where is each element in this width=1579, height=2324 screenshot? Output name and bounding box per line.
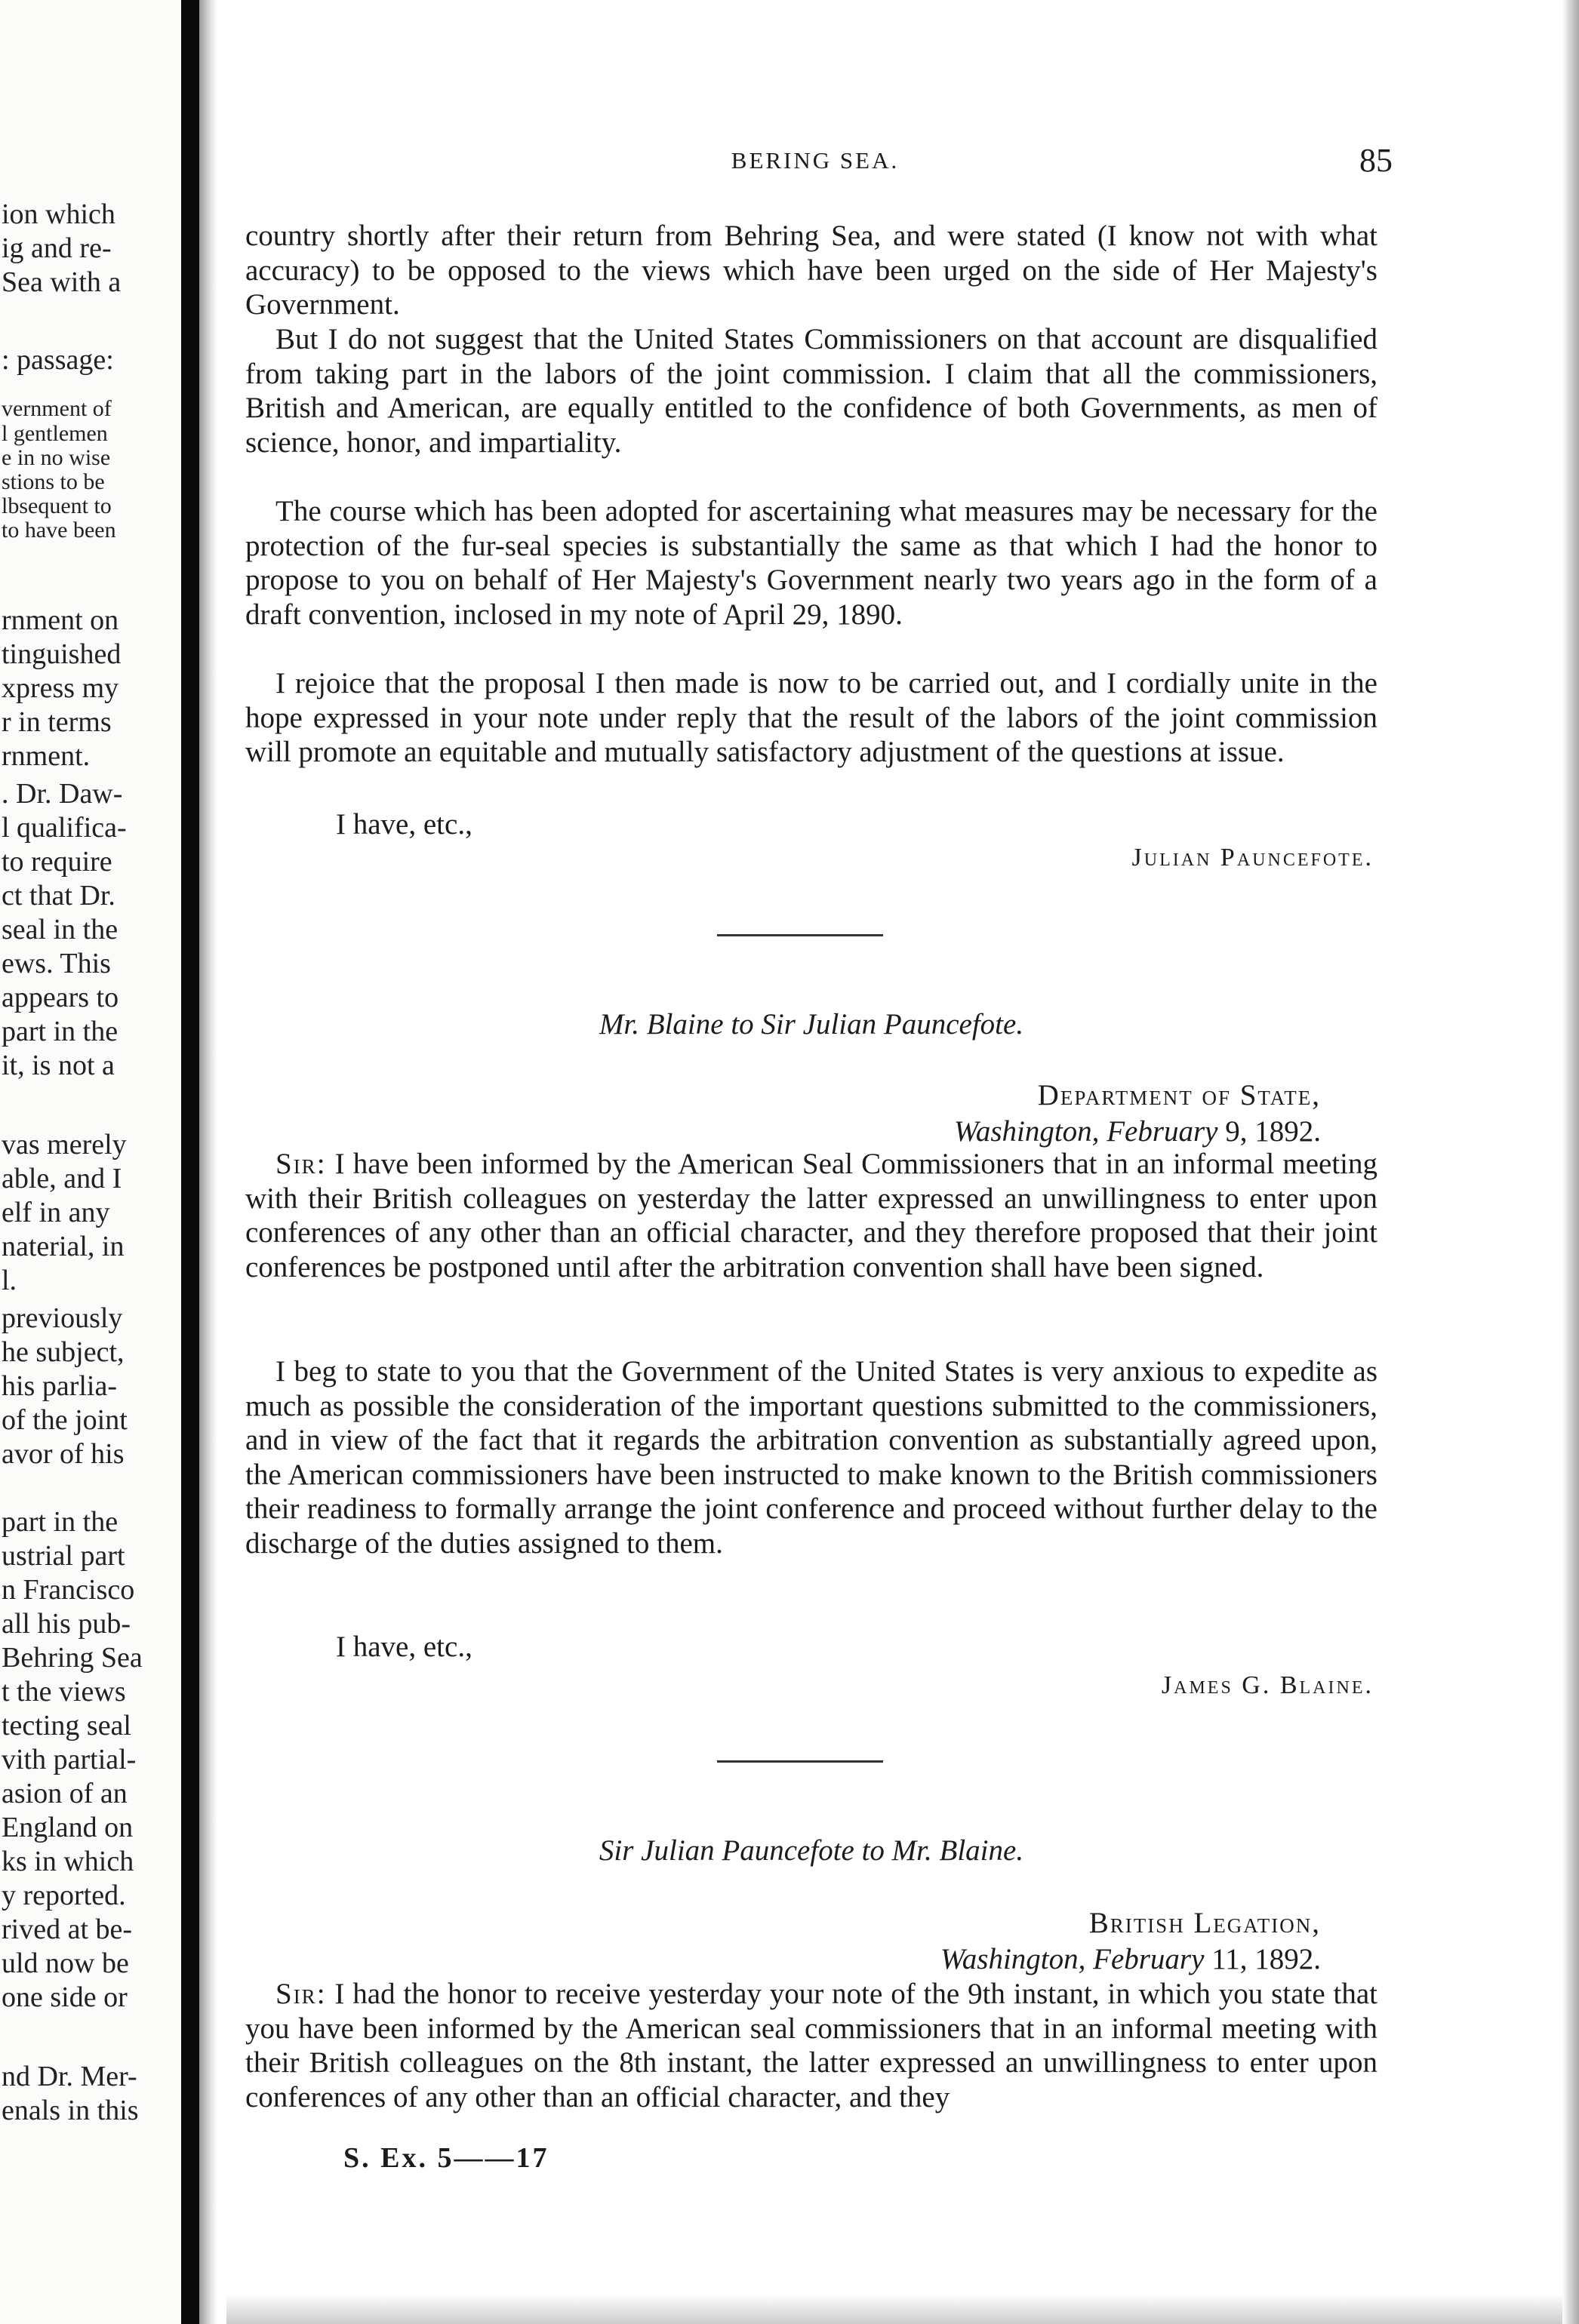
letter2-closing: I have, etc., — [336, 1631, 472, 1663]
facing-page-line: ews. This — [2, 948, 111, 979]
letter2-date — [954, 1114, 1321, 1150]
book-gutter-shadow — [181, 0, 199, 2324]
letter2-date-month: February — [1107, 1115, 1218, 1148]
letter3-salutation: Sir: — [275, 1978, 327, 2010]
facing-page-line: ct that Dr. — [2, 880, 115, 911]
running-title: BERING SEA. — [731, 147, 900, 174]
letter2-date-place: Washington, — [953, 1115, 1100, 1148]
page-gutter-gradient — [199, 0, 217, 2324]
letter3-date-rest: 11, 1892. — [1211, 1943, 1321, 1975]
facing-page-line: rnment. — [2, 740, 91, 772]
facing-page-line: l qualifica- — [2, 812, 127, 844]
facing-page-line: previously — [2, 1302, 123, 1334]
facing-page-line: : passage: — [2, 344, 114, 376]
facing-page-line: vas merely — [2, 1129, 127, 1160]
facing-page-line: y reported. — [2, 1880, 126, 1911]
facing-page-line: elf in any — [2, 1197, 110, 1228]
letter2-place: Department of State, — [1037, 1079, 1321, 1111]
letter3-paragraph-1 — [245, 1977, 1377, 2114]
facing-page-line: nd Dr. Mer- — [2, 2061, 137, 2092]
running-head — [226, 142, 1562, 185]
facing-page-line: seal in the — [2, 914, 119, 945]
letter1-closing: I have, etc., — [336, 808, 472, 841]
letter3-date — [940, 1941, 1321, 1978]
facing-page-line: rived at be- — [2, 1914, 133, 1945]
letter2-paragraph-2: I beg to state to you that the Government of the United States is very anxious to expedite as much as possible the consideration of the important questions submitted to the commissioners, and in view of the fact that it regards the arbitration convention as substantially agreed upon, the American commissioners have been instructed to make known to the British commissioners their readiness to formally arrange the joint conference and proceed without further delay to the discharge of the duties assigned to them. — [245, 1355, 1377, 1560]
facing-page-line: he subject, — [2, 1336, 125, 1368]
facing-page-line: lbsequent to — [2, 493, 112, 518]
facing-page-line: ks in which — [2, 1846, 134, 1877]
letter3-address — [940, 1905, 1321, 1978]
facing-page-line: avor of his — [2, 1438, 125, 1470]
facing-page-line: tecting seal — [2, 1710, 131, 1741]
facing-page-line: to require — [2, 846, 112, 878]
facing-page-line: England on — [2, 1812, 134, 1843]
facing-page-line: ion which — [2, 198, 115, 230]
facing-page-line: n Francisco — [2, 1574, 135, 1606]
letter2-address — [954, 1077, 1321, 1150]
facing-page-line: t the views — [2, 1676, 126, 1708]
facing-page-line: naterial, in — [2, 1231, 125, 1262]
facing-page-line: appears to — [2, 982, 119, 1013]
facing-page-line: . Dr. Daw- — [2, 778, 123, 810]
letter3-paragraph-1-text: I had the honor to receive yesterday your note of the 9th instant, in which you state that you have been informed by the American seal commissioners that in an informal meeting with their British colleagues on the 8th instant, the latter expressed an unwillingness to enter upon conferences of any other than an official character, and they — [245, 1978, 1378, 2113]
letter2-paragraph-1 — [245, 1147, 1377, 1284]
facing-page-line: vith partial- — [2, 1744, 137, 1775]
letter3-heading: Sir Julian Pauncefote to Mr. Blaine. — [599, 1834, 1024, 1867]
facing-page-line: e in no wise — [2, 445, 111, 470]
letter1-signature: Julian Pauncefote. — [1131, 844, 1374, 872]
letter2-paragraph-1-text: I have been informed by the American Seal Commissioners that in an informal meeting with their British colleagues on yesterday the latter expressed an unwillingness to enter upon conferences of any other than an official character, and they therefore proposed that their joint conferences be postponed until after the arbitration convention shall have been signed. — [245, 1148, 1377, 1283]
facing-page-line: ustrial part — [2, 1540, 125, 1572]
letter2-signature: James G. Blaine. — [1161, 1671, 1374, 1699]
letter1-paragraph-4: I rejoice that the proposal I then made is now to be carried out, and I cordially unite in the hope expressed in your note under reply that the result of the labors of the joint commission will promote an equitable and mutually satisfactory adjustment of the questions at issue. — [245, 667, 1377, 768]
facing-page-line: of the joint — [2, 1404, 128, 1436]
facing-page-line: enals in this — [2, 2095, 139, 2126]
page-edge-shadow — [1562, 0, 1579, 2324]
facing-page-line: l gentlemen — [2, 421, 108, 446]
facing-page-line: part in the — [2, 1506, 119, 1538]
letter2-salutation: Sir: — [275, 1148, 327, 1180]
facing-page-line: one side or — [2, 1981, 128, 2013]
facing-page-line: l. — [2, 1265, 17, 1296]
facing-page-line: r in terms — [2, 706, 112, 738]
facing-page-line: to have been — [2, 518, 116, 543]
letter3-place: British Legation, — [1088, 1907, 1321, 1939]
facing-page-line: ig and re- — [2, 232, 112, 264]
letter1-paragraph-3: The course which has been adopted for ascertaining what measures may be necessary for the protection of the fur-seal species is substantially the same as that which I had the honor to propose to you on behalf of Her Majesty's Government nearly two years ago in the form of a draft convention, inclosed in my note of April 29, 1890. — [245, 495, 1377, 631]
document-page — [226, 0, 1562, 2324]
facing-page-line: all his pub- — [2, 1608, 131, 1640]
letter1-paragraph-1: country shortly after their return from Behring Sea, and were stated (I know not with what accuracy) to be opposed to the views which have been urged on the side of Her Majesty's Government. — [245, 220, 1377, 321]
facing-page-line: uld now be — [2, 1947, 129, 1979]
letter2-heading: Mr. Blaine to Sir Julian Pauncefote. — [599, 1008, 1024, 1041]
facing-page-line: asion of an — [2, 1778, 128, 1809]
facing-page-line: rnment on — [2, 604, 119, 636]
signature-mark: S. Ex. 5——17 — [343, 2142, 549, 2174]
section-divider — [717, 1760, 883, 1763]
facing-page-line: stions to be — [2, 469, 105, 494]
facing-page-line: able, and I — [2, 1163, 122, 1194]
facing-page-line: his parlia- — [2, 1370, 118, 1402]
facing-page-line: it, is not a — [2, 1050, 115, 1081]
facing-page-line: xpress my — [2, 672, 119, 704]
facing-page-line: vernment of — [2, 396, 112, 421]
facing-page-line: part in the — [2, 1016, 119, 1047]
letter3-date-month: February — [1093, 1943, 1205, 1975]
facing-page-line: Behring Sea — [2, 1642, 143, 1674]
facing-page-fragment — [0, 0, 181, 2324]
facing-page-line: Sea with a — [2, 266, 122, 298]
letter3-date-place: Washington, — [940, 1943, 1086, 1975]
letter1-paragraph-2: But I do not suggest that the United States Commissioners on that account are disqualified from taking part in the labors of the joint commission. I claim that all the commissioners, British and American, are equally entitled to the confidence of both Governments, as men of science, honor, and impartiality. — [245, 323, 1377, 459]
facing-page-line: tinguished — [2, 638, 122, 670]
section-divider — [717, 934, 883, 936]
page-number: 85 — [1359, 142, 1393, 179]
letter2-date-rest: 9, 1892. — [1225, 1115, 1321, 1148]
